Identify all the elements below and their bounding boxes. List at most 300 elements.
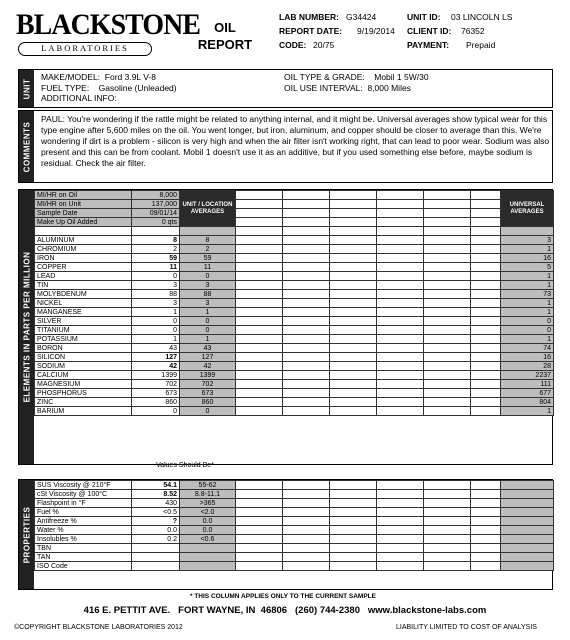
empty-cell (424, 344, 471, 353)
element-unit-average: 0 (180, 272, 236, 281)
element-row (35, 398, 554, 407)
sample-value: 8,000 (132, 191, 180, 200)
empty-cell (283, 508, 330, 517)
property-row (35, 508, 554, 517)
property-row (35, 544, 554, 553)
empty-cell (377, 200, 424, 209)
element-value: 43 (132, 344, 180, 353)
empty-cell (377, 308, 424, 317)
empty-cell (377, 544, 424, 553)
empty-cell (330, 200, 377, 209)
empty-cell (424, 281, 471, 290)
element-name: PHOSPHORUS (35, 389, 132, 398)
empty-cell (377, 344, 424, 353)
empty-cell (424, 508, 471, 517)
empty-cell (501, 227, 554, 236)
empty-cell (471, 308, 501, 317)
empty-cell (283, 236, 330, 245)
unit-side-label: UNIT (19, 70, 34, 107)
comments-text: PAUL: You're wondering if the rattle might be related to anything internal, and it might be. Universal averages show typical wear for this type engine after 5,600 miles on the oil. You went longer, but iron, aluminum, and copper should be closer to average than this. We're wondering if dirt is a problem - silicon is very high and when the air filter isn't working right, that can lead to poor wear. Sodium was also present and this can be from coolant. Mobil 1 doesn't use it as an additive, but if you used something else before, maybe sodium is residual. Check the air filter. (41, 114, 550, 168)
oil-type-label: OIL TYPE & GRADE: (284, 72, 365, 82)
empty-cell (471, 290, 501, 299)
element-row (35, 407, 554, 416)
element-universal-average: 5 (501, 263, 554, 272)
empty-cell (471, 272, 501, 281)
element-unit-average: 11 (180, 263, 236, 272)
empty-cell (471, 490, 501, 499)
element-universal-average: 3 (501, 236, 554, 245)
empty-cell (283, 499, 330, 508)
element-universal-average: 2237 (501, 371, 554, 380)
sample-label: Make Up Oil Added (35, 218, 132, 227)
empty-cell (283, 517, 330, 526)
make-value: Ford 3.9L V-8 (104, 72, 156, 82)
empty-universal-cell (501, 517, 554, 526)
empty-cell (471, 508, 501, 517)
interval-value: 8,000 Miles (367, 82, 411, 93)
element-unit-average: 3 (180, 281, 236, 290)
property-should-be (180, 544, 236, 553)
property-value: 0.2 (132, 535, 180, 544)
code-label: CODE: (279, 40, 307, 50)
title-line-2: REPORT (197, 37, 253, 52)
empty-cell (283, 371, 330, 380)
element-row (35, 281, 554, 290)
empty-cell (424, 317, 471, 326)
element-universal-average: 1 (501, 407, 554, 416)
empty-cell (471, 362, 501, 371)
property-should-be: 55-62 (180, 481, 236, 490)
element-unit-average: 42 (180, 362, 236, 371)
empty-cell (283, 308, 330, 317)
title-line-1: OIL (214, 20, 236, 35)
element-name: ALUMINUM (35, 236, 132, 245)
empty-cell (424, 353, 471, 362)
element-unit-average: 3 (180, 299, 236, 308)
element-name: MAGNESIUM (35, 380, 132, 389)
empty-cell (283, 218, 330, 227)
empty-cell (424, 308, 471, 317)
sample-label: MI/HR on Oil (35, 191, 132, 200)
empty-cell (283, 245, 330, 254)
element-row (35, 254, 554, 263)
element-value: 1 (132, 308, 180, 317)
properties-table (34, 480, 554, 571)
values-should-be-header: Values Should Be* (156, 462, 214, 469)
empty-cell (377, 299, 424, 308)
property-row (35, 517, 554, 526)
element-name: BORON (35, 344, 132, 353)
property-value: <0.5 (132, 508, 180, 517)
sample-row (35, 200, 554, 209)
element-row (35, 263, 554, 272)
empty-cell (236, 389, 283, 398)
empty-cell (236, 272, 283, 281)
empty-cell (236, 218, 283, 227)
empty-cell (236, 353, 283, 362)
property-name: Fuel % (35, 508, 132, 517)
empty-cell (330, 299, 377, 308)
empty-cell (471, 389, 501, 398)
element-unit-average: 2 (180, 245, 236, 254)
client-id-value: 76352 (461, 26, 485, 36)
sample-label: MI/HR on Unit (35, 200, 132, 209)
empty-cell (424, 263, 471, 272)
empty-cell (377, 272, 424, 281)
unit-id-label: UNIT ID: (407, 12, 441, 22)
property-name: Water % (35, 526, 132, 535)
empty-cell (330, 344, 377, 353)
empty-cell (236, 344, 283, 353)
empty-cell (330, 245, 377, 254)
empty-cell (377, 263, 424, 272)
fuel-label: FUEL TYPE: (41, 82, 90, 93)
empty-cell (424, 191, 471, 200)
empty-cell (471, 200, 501, 209)
element-row (35, 344, 554, 353)
empty-cell (283, 344, 330, 353)
empty-cell (377, 562, 424, 571)
empty-cell (471, 218, 501, 227)
property-should-be: >365 (180, 499, 236, 508)
empty-cell (330, 317, 377, 326)
empty-cell (471, 398, 501, 407)
empty-cell (236, 517, 283, 526)
empty-cell (330, 490, 377, 499)
property-row (35, 553, 554, 562)
empty-cell (471, 254, 501, 263)
empty-cell (424, 526, 471, 535)
empty-cell (236, 544, 283, 553)
element-universal-average: 677 (501, 389, 554, 398)
empty-cell (471, 353, 501, 362)
element-value: 0 (132, 317, 180, 326)
empty-cell (424, 553, 471, 562)
empty-cell (236, 380, 283, 389)
empty-cell (471, 326, 501, 335)
element-unit-average: 43 (180, 344, 236, 353)
empty-cell (330, 218, 377, 227)
empty-cell (283, 326, 330, 335)
empty-cell (471, 281, 501, 290)
oil-type-value: Mobil 1 5W/30 (374, 72, 429, 82)
element-universal-average: 16 (501, 353, 554, 362)
logo-subtitle: LABORATORIES (18, 42, 152, 56)
properties-section (18, 479, 553, 590)
empty-cell (424, 407, 471, 416)
empty-cell (330, 389, 377, 398)
empty-cell (330, 236, 377, 245)
payment-label: PAYMENT: (407, 40, 450, 50)
element-unit-average: 0 (180, 317, 236, 326)
element-name: LEAD (35, 272, 132, 281)
empty-cell (236, 553, 283, 562)
empty-cell (377, 209, 424, 218)
element-value: 8 (132, 236, 180, 245)
blackstone-logo (16, 8, 201, 58)
lab-number-label: LAB NUMBER: (279, 12, 339, 22)
sample-value: 0 qts (132, 218, 180, 227)
empty-cell (424, 245, 471, 254)
empty-cell (424, 200, 471, 209)
empty-universal-cell (501, 562, 554, 571)
property-should-be: 0.0 (180, 526, 236, 535)
empty-cell (471, 236, 501, 245)
empty-cell (377, 245, 424, 254)
empty-cell (283, 335, 330, 344)
empty-universal-cell (501, 544, 554, 553)
additional-info-label: ADDITIONAL INFO: (41, 93, 117, 103)
sample-value: 09/01/14 (132, 209, 180, 218)
sample-row (35, 209, 554, 218)
empty-cell (283, 481, 330, 490)
empty-cell (377, 553, 424, 562)
report-date-label: REPORT DATE: (279, 26, 343, 36)
unit-left-fields (41, 72, 291, 104)
property-row (35, 562, 554, 571)
logo-wordmark: BLACKSTONE (16, 8, 201, 41)
empty-universal-cell (501, 553, 554, 562)
element-unit-average: 59 (180, 254, 236, 263)
empty-cell (236, 227, 283, 236)
element-universal-average: 73 (501, 290, 554, 299)
element-row (35, 317, 554, 326)
empty-cell (283, 407, 330, 416)
element-row (35, 299, 554, 308)
empty-cell (424, 362, 471, 371)
element-row (35, 272, 554, 281)
element-universal-average: 111 (501, 380, 554, 389)
empty-cell (330, 290, 377, 299)
empty-cell (424, 499, 471, 508)
empty-cell (424, 517, 471, 526)
empty-cell (283, 562, 330, 571)
empty-cell (424, 335, 471, 344)
element-name: TIN (35, 281, 132, 290)
empty-cell (330, 508, 377, 517)
empty-cell (35, 227, 132, 236)
empty-cell (236, 398, 283, 407)
empty-cell (330, 254, 377, 263)
empty-cell (330, 353, 377, 362)
element-unit-average: 1 (180, 308, 236, 317)
property-value (132, 553, 180, 562)
elements-side-label: ELEMENTS IN PARTS PER MILLION (19, 190, 34, 464)
property-should-be (180, 562, 236, 571)
empty-cell (330, 191, 377, 200)
empty-cell (424, 218, 471, 227)
element-row (35, 371, 554, 380)
empty-cell (283, 353, 330, 362)
empty-cell (236, 490, 283, 499)
empty-cell (471, 227, 501, 236)
empty-cell (424, 272, 471, 281)
fuel-value: Gasoline (Unleaded) (98, 82, 177, 93)
comments-side-label: COMMENTS (19, 111, 34, 182)
element-unit-average: 1 (180, 335, 236, 344)
property-name: TBN (35, 544, 132, 553)
properties-side-label: PROPERTIES (19, 480, 34, 589)
element-name: TITANIUM (35, 326, 132, 335)
empty-cell (330, 544, 377, 553)
element-universal-average: 1 (501, 308, 554, 317)
empty-cell (424, 209, 471, 218)
empty-cell (236, 308, 283, 317)
element-value: 2 (132, 245, 180, 254)
empty-cell (377, 281, 424, 290)
empty-cell (132, 227, 180, 236)
element-value: 0 (132, 326, 180, 335)
empty-cell (377, 362, 424, 371)
empty-cell (236, 508, 283, 517)
property-value (132, 544, 180, 553)
property-row (35, 535, 554, 544)
element-unit-average: 702 (180, 380, 236, 389)
empty-cell (377, 398, 424, 407)
property-value: 54.1 (132, 481, 180, 490)
empty-cell (283, 362, 330, 371)
element-unit-average: 88 (180, 290, 236, 299)
empty-cell (236, 362, 283, 371)
empty-cell (471, 407, 501, 416)
empty-cell (236, 526, 283, 535)
empty-cell (330, 371, 377, 380)
element-row (35, 326, 554, 335)
empty-cell (283, 227, 330, 236)
universal-averages-header: UNIVERSAL AVERAGES (501, 191, 554, 227)
unit-averages-header: UNIT / LOCATION AVERAGES (180, 191, 236, 227)
empty-cell (283, 191, 330, 200)
elements-table (34, 190, 554, 416)
empty-cell (236, 371, 283, 380)
element-unit-average: 673 (180, 389, 236, 398)
empty-cell (236, 326, 283, 335)
element-universal-average: 0 (501, 326, 554, 335)
element-value: 860 (132, 398, 180, 407)
property-should-be (180, 553, 236, 562)
empty-cell (236, 562, 283, 571)
empty-cell (377, 353, 424, 362)
empty-cell (330, 272, 377, 281)
empty-cell (330, 562, 377, 571)
element-unit-average: 0 (180, 326, 236, 335)
elements-section (18, 189, 553, 465)
element-value: 1399 (132, 371, 180, 380)
empty-cell (236, 407, 283, 416)
element-value: 0 (132, 407, 180, 416)
element-row (35, 389, 554, 398)
empty-cell (283, 389, 330, 398)
element-unit-average: 8 (180, 236, 236, 245)
empty-cell (471, 481, 501, 490)
element-value: 673 (132, 389, 180, 398)
unit-right-fields (284, 72, 549, 93)
payment-value: Prepaid (466, 40, 496, 50)
element-name: SILICON (35, 353, 132, 362)
sample-label: Sample Date (35, 209, 132, 218)
element-universal-average: 1 (501, 272, 554, 281)
empty-cell (236, 281, 283, 290)
empty-cell (283, 553, 330, 562)
empty-cell (330, 227, 377, 236)
column-footnote: * THIS COLUMN APPLIES ONLY TO THE CURRENT SAMPLE (190, 593, 376, 600)
empty-cell (236, 209, 283, 218)
empty-cell (471, 380, 501, 389)
property-name: Insolubles % (35, 535, 132, 544)
empty-cell (471, 335, 501, 344)
element-unit-average: 1399 (180, 371, 236, 380)
empty-cell (283, 254, 330, 263)
empty-cell (283, 526, 330, 535)
empty-cell (377, 317, 424, 326)
lab-address: 416 E. PETTIT AVE. FORT WAYNE, IN 46806 (260) 744-2380 www.blackstone-labs.com (83, 605, 487, 616)
element-universal-average: 1 (501, 299, 554, 308)
element-row (35, 308, 554, 317)
element-value: 42 (132, 362, 180, 371)
empty-cell (424, 535, 471, 544)
element-value: 702 (132, 380, 180, 389)
sample-row (35, 191, 554, 200)
report-header-fields (279, 11, 569, 53)
empty-cell (283, 209, 330, 218)
empty-cell (330, 398, 377, 407)
empty-universal-cell (501, 481, 554, 490)
empty-cell (471, 371, 501, 380)
empty-cell (180, 227, 236, 236)
code-value: 20/75 (313, 40, 335, 50)
element-universal-average: 804 (501, 398, 554, 407)
empty-universal-cell (501, 535, 554, 544)
empty-cell (471, 263, 501, 272)
empty-cell (236, 245, 283, 254)
report-date-value: 9/19/2014 (357, 26, 395, 36)
empty-cell (330, 499, 377, 508)
property-value (132, 562, 180, 571)
property-name: Flashpoint in °F (35, 499, 132, 508)
element-row (35, 362, 554, 371)
empty-cell (471, 544, 501, 553)
empty-cell (236, 299, 283, 308)
element-name: ZINC (35, 398, 132, 407)
property-row (35, 481, 554, 490)
property-name: ISO Code (35, 562, 132, 571)
empty-cell (283, 272, 330, 281)
property-should-be: <0.6 (180, 535, 236, 544)
element-name: CALCIUM (35, 371, 132, 380)
element-value: 127 (132, 353, 180, 362)
lab-number-value: G34424 (346, 12, 377, 22)
property-value: 430 (132, 499, 180, 508)
element-universal-average: 1 (501, 281, 554, 290)
empty-cell (424, 544, 471, 553)
empty-cell (283, 535, 330, 544)
element-universal-average: 16 (501, 254, 554, 263)
element-universal-average: 1 (501, 245, 554, 254)
empty-cell (471, 299, 501, 308)
empty-cell (330, 335, 377, 344)
empty-universal-cell (501, 526, 554, 535)
element-row (35, 245, 554, 254)
element-universal-average: 0 (501, 317, 554, 326)
empty-cell (424, 371, 471, 380)
element-value: 88 (132, 290, 180, 299)
empty-universal-cell (501, 490, 554, 499)
empty-cell (424, 380, 471, 389)
empty-cell (236, 254, 283, 263)
element-row (35, 335, 554, 344)
element-value: 3 (132, 299, 180, 308)
empty-cell (471, 191, 501, 200)
